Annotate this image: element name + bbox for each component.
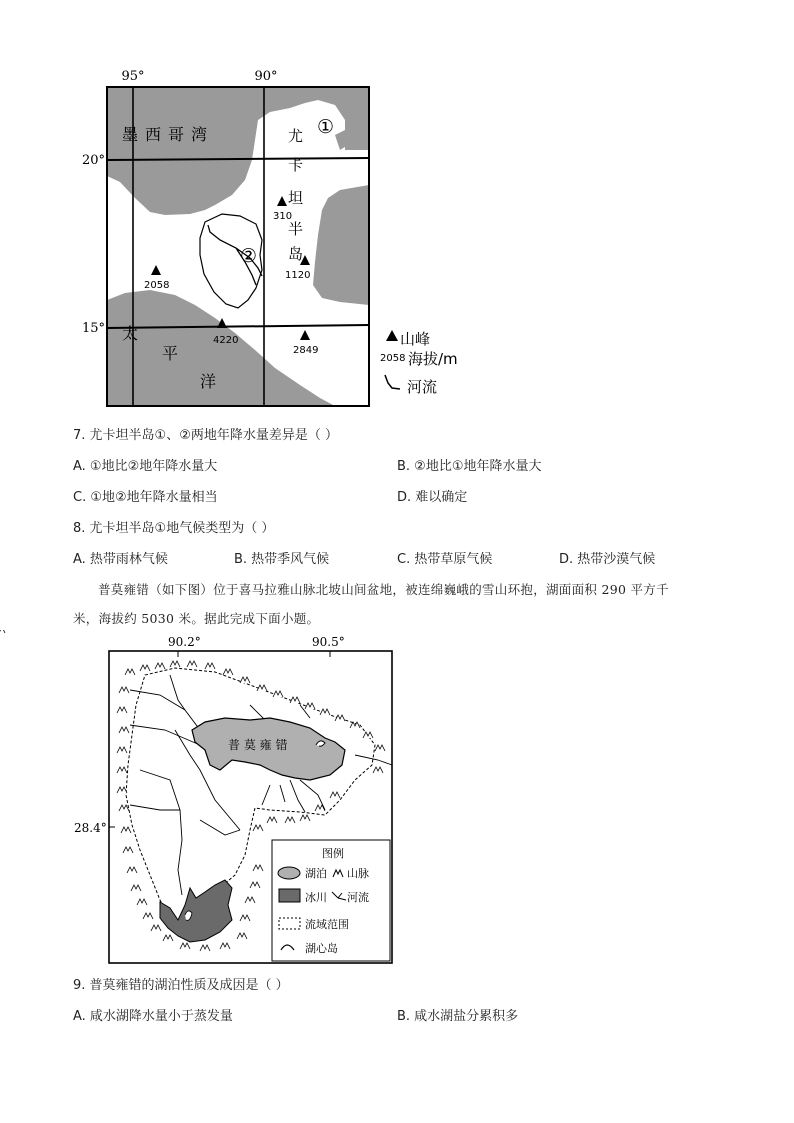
lat-15-label: 15°: [82, 321, 106, 336]
legend-island: 湖心岛: [305, 942, 338, 955]
q8-option-b[interactable]: B. 热带季风气候: [234, 552, 330, 567]
location-1-label: ①: [317, 116, 335, 138]
q7-option-c[interactable]: C. ①地②地年降水量相当: [73, 490, 218, 505]
q9-option-a[interactable]: A. 咸水湖降水量小于蒸发量: [73, 1009, 233, 1024]
map2-legend: [272, 840, 390, 961]
yucatan-map: [0, 0, 794, 420]
legend-river: 河流: [347, 891, 369, 904]
river-legend-icon: [385, 375, 400, 389]
passage-line-1: 普莫雍错（如下图）位于喜马拉雅山脉北坡山间盆地，被连绵巍峨的雪山环抱，湖面面积 290 平方千: [98, 582, 669, 597]
q8-stem: 8. 尤卡坦半岛①地气候类型为（ ）: [73, 521, 275, 536]
peak-value: 4220: [213, 335, 239, 346]
lat-20-label: 20°: [82, 153, 106, 168]
ocean-char: 太: [122, 324, 139, 343]
peak-value: 310: [273, 211, 293, 222]
legend-title: 图例: [322, 847, 344, 860]
peak-value: 2849: [293, 345, 319, 356]
lake-name: 普 莫 雍 错: [228, 738, 288, 752]
peninsula-char: 岛: [288, 245, 304, 263]
gulf-char: 湾: [191, 125, 208, 144]
gulf-char: 哥: [168, 125, 185, 144]
peak-legend-icon: [386, 330, 398, 341]
q7-stem: 7. 尤卡坦半岛①、②两地年降水量差异是（ ）: [73, 428, 338, 443]
legend-peak-label: 山峰: [400, 330, 431, 348]
gulf-char: 西: [145, 125, 162, 144]
legend-glacier: 冰川: [305, 891, 327, 904]
lat-284-label: 28.4°: [74, 821, 107, 835]
q7-option-b[interactable]: B. ②地比①地年降水量大: [397, 459, 542, 474]
q7-option-d[interactable]: D. 难以确定: [397, 490, 468, 505]
legend-mountain: 山脉: [347, 867, 369, 880]
q8-option-d[interactable]: D. 热带沙漠气候: [559, 552, 656, 567]
q9-option-b[interactable]: B. 咸水湖盐分累积多: [397, 1009, 519, 1024]
lake-legend-icon: [278, 867, 300, 879]
map1-legend: [380, 330, 458, 396]
legend-peak-value: 2058: [380, 353, 406, 364]
ocean-char: 平: [162, 344, 179, 363]
lon-905-label: 90.5°: [312, 635, 345, 649]
q7-option-a[interactable]: A. ①地比②地年降水量大: [73, 459, 218, 474]
legend-basin: 流域范围: [305, 918, 349, 931]
peninsula-char: 半: [288, 220, 304, 238]
peninsula-char: 卡: [288, 156, 304, 174]
lon-90-label: 90°: [254, 69, 278, 84]
gulf-char: 墨: [122, 125, 139, 144]
glacier-legend-icon: [279, 889, 300, 902]
passage-line-2: 米，海拔约 5030 米。据此完成下面小题。: [73, 611, 320, 626]
q8-option-a[interactable]: A. 热带雨林气候: [73, 552, 168, 567]
q8-option-c[interactable]: C. 热带草原气候: [397, 552, 493, 567]
q9-stem: 9. 普莫雍错的湖泊性质及成因是（ ）: [73, 978, 289, 993]
lon-902-label: 90.2°: [168, 635, 201, 649]
location-2-label: ②: [240, 245, 258, 267]
lon-95-label: 95°: [121, 69, 145, 84]
peninsula-char: 坦: [288, 189, 304, 207]
legend-river-label: 河流: [407, 378, 438, 396]
legend-lake: 湖泊: [305, 867, 327, 880]
pumoyongcuo-map: [0, 630, 794, 970]
ocean-char: 洋: [200, 372, 217, 391]
peak-value: 2058: [144, 280, 170, 291]
legend-elevation-label: 海拔/m: [408, 350, 458, 368]
peninsula-char: 尤: [288, 127, 304, 145]
peak-value: 1120: [285, 270, 311, 281]
